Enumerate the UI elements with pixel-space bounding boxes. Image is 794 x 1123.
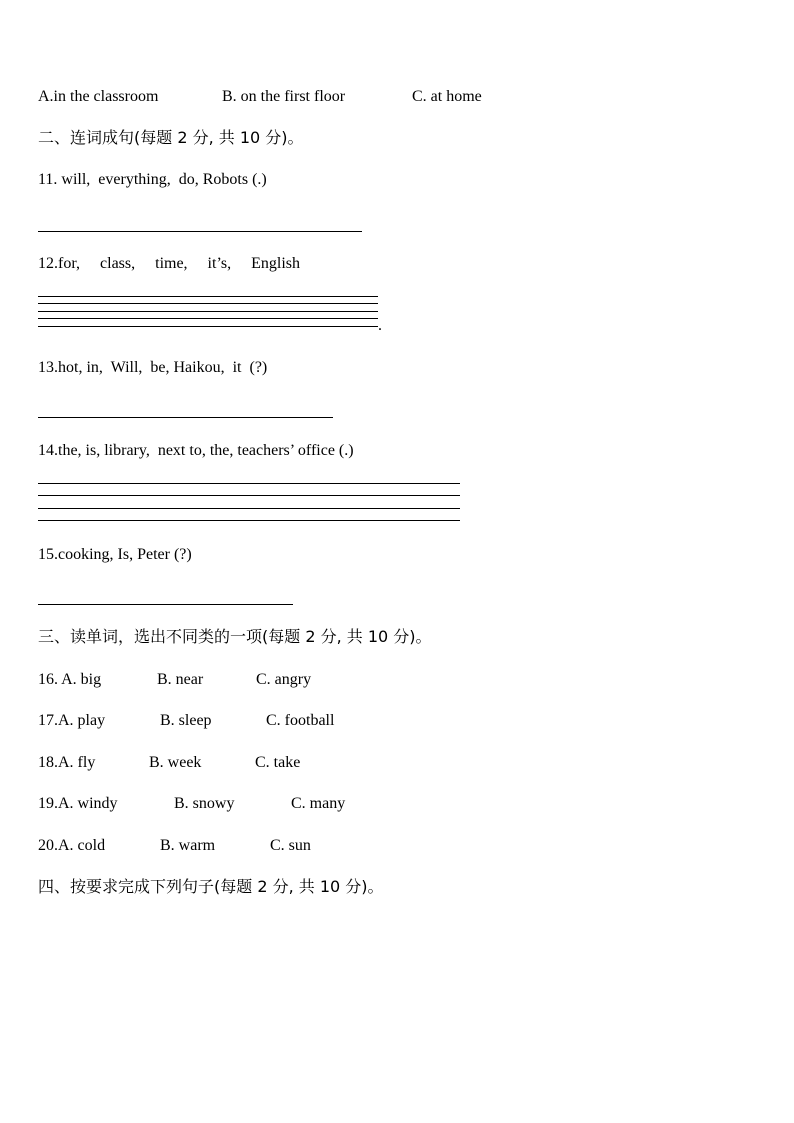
q20-option-b: B. warm [160, 837, 216, 854]
answer-line-14c [38, 508, 460, 509]
answer-line-12a [38, 296, 378, 297]
q16-option-a: 16. A. big [38, 671, 102, 688]
q10-option-c: C. at home [412, 88, 482, 105]
section3-title: 三、读单词，选出不同类的一项(每题 2 分, 共 10 分)。 [38, 627, 432, 646]
question-13: 13.hot, in, Will, be, Haikou, it (?) [38, 359, 268, 376]
answer-line-13 [38, 417, 333, 418]
answer-line-12c [38, 311, 378, 312]
q17-option-a: 17.A. play [38, 712, 106, 729]
question-15: 15.cooking, Is, Peter (?) [38, 546, 192, 563]
question-11: 11. will, everything, do, Robots (.) [38, 171, 267, 188]
q18-option-b: B. week [149, 754, 202, 771]
q17-option-b: B. sleep [160, 712, 212, 729]
answer-line-12d [38, 318, 378, 319]
q20-option-c: C. sun [270, 837, 311, 854]
q16-option-b: B. near [157, 671, 204, 688]
answer-line-12b [38, 303, 378, 304]
answer-line-12e [38, 326, 378, 327]
q18-option-a: 18.A. fly [38, 754, 96, 771]
q19-option-a: 19.A. windy [38, 795, 118, 812]
question-14: 14.the, is, library, next to, the, teachers’ office (.) [38, 442, 354, 459]
answer-line-11 [38, 231, 362, 232]
answer-12-period: . [378, 317, 382, 334]
q18-option-c: C. take [255, 754, 301, 771]
q10-option-b: B. on the first floor [222, 88, 346, 105]
section4-title: 四、按要求完成下列句子(每题 2 分, 共 10 分)。 [38, 877, 384, 896]
q19-option-c: C. many [291, 795, 346, 812]
answer-line-14b [38, 495, 460, 496]
question-12: 12.for, class, time, it’s, English [38, 255, 301, 272]
answer-line-14d [38, 520, 460, 521]
q17-option-c: C. football [266, 712, 335, 729]
answer-line-15 [38, 604, 293, 605]
q20-option-a: 20.A. cold [38, 837, 106, 854]
answer-line-14a [38, 483, 460, 484]
section2-title: 二、连词成句(每题 2 分, 共 10 分)。 [38, 128, 304, 147]
q16-option-c: C. angry [256, 671, 312, 688]
q10-option-a: A.in the classroom [38, 88, 159, 105]
q19-option-b: B. snowy [174, 795, 235, 812]
